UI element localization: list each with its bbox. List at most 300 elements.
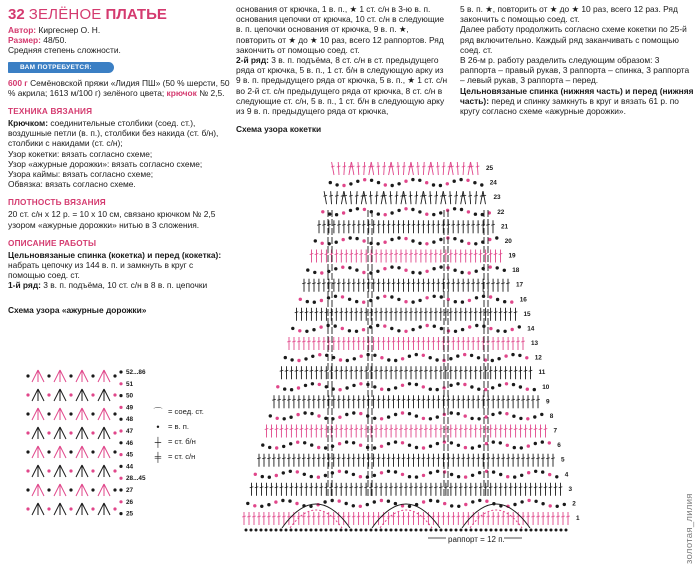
chain-mark: [457, 505, 460, 508]
chain-mark: [275, 529, 278, 532]
chain-mark: [555, 475, 558, 478]
row-label: 16: [519, 296, 527, 304]
stitch-mark: [409, 370, 413, 371]
stitch-mark: [457, 162, 458, 175]
stitch-mark: [322, 283, 326, 284]
stitch-mark: [546, 458, 550, 459]
stitch-mark: [357, 283, 361, 284]
stitch-mark: [392, 341, 396, 342]
track-chart-title: Схема узора «ажурные дорожки»: [8, 304, 147, 315]
stitch-mark: [442, 399, 446, 400]
stitch-mark: [352, 283, 356, 284]
chain-mark: [380, 471, 383, 474]
stitch-mark: [295, 312, 299, 313]
stitch-mark: [471, 162, 473, 175]
stitch-mark: [524, 487, 528, 488]
chain-mark: [471, 446, 474, 449]
chain-mark: [91, 431, 94, 434]
row-label: 2: [572, 500, 576, 508]
stitch-mark: [402, 166, 406, 167]
stitch-mark: [429, 429, 433, 430]
stitch-mark: [290, 429, 294, 430]
chain-mark: [548, 441, 551, 444]
chain-mark: [464, 503, 467, 506]
stitch-mark: [38, 370, 44, 382]
stitch-mark: [544, 487, 548, 488]
chain-mark: [376, 296, 379, 299]
row-label: 23: [493, 194, 501, 202]
stitch-mark: [389, 162, 391, 175]
chain-mark: [69, 488, 72, 491]
chain-mark: [373, 385, 376, 388]
stitch-mark: [491, 399, 495, 400]
stitch-mark: [415, 195, 419, 196]
chain-mark: [481, 213, 484, 216]
stitch-mark: [38, 389, 44, 401]
stitch-mark: [295, 429, 299, 430]
right-column: [460, 0, 696, 116]
chain-mark: [376, 324, 379, 327]
stitch-mark: [387, 516, 391, 517]
stitch-mark: [409, 254, 413, 255]
stitch-mark: [382, 399, 386, 400]
chain-mark: [449, 357, 452, 360]
chain-mark: [530, 529, 533, 532]
chain-mark: [456, 382, 459, 385]
chain-mark: [436, 415, 439, 418]
chain-mark: [467, 242, 470, 245]
chain-mark: [345, 413, 348, 416]
stitch-mark: [350, 312, 354, 313]
chain-mark: [113, 507, 116, 510]
stitch-mark: [464, 487, 468, 488]
stitch-mark: [466, 341, 470, 342]
chain-mark: [340, 529, 343, 532]
stitch-mark: [329, 487, 333, 488]
stitch-mark: [337, 399, 341, 400]
stitch-mark: [454, 312, 458, 313]
stitch-mark: [32, 427, 38, 439]
stitch-mark: [463, 191, 465, 204]
stitch-mark: [496, 399, 500, 400]
yoke-chart-title: Схема узора кокетки: [236, 124, 322, 135]
stitch-mark: [329, 195, 333, 196]
chain-mark: [349, 209, 352, 212]
chain-mark: [284, 356, 287, 359]
stitch-mark: [272, 516, 276, 517]
stitch-mark: [424, 254, 428, 255]
stitch-mark: [404, 370, 408, 371]
stitch-mark: [432, 224, 436, 225]
legend-item: • = в. п.: [152, 419, 204, 434]
chain-mark: [464, 414, 467, 417]
chain-mark: [390, 211, 393, 214]
stitch-mark: [451, 224, 455, 225]
stitch-mark: [491, 283, 495, 284]
stitch-mark: [496, 458, 500, 459]
chain-mark: [504, 354, 507, 357]
stitch-mark: [422, 166, 426, 167]
stitch-mark: [364, 191, 367, 204]
stitch-mark: [474, 487, 478, 488]
stitch-mark: [32, 408, 38, 420]
stitch-mark: [417, 458, 421, 459]
stitch-mark: [322, 224, 326, 225]
stitch-mark: [98, 408, 104, 420]
stitch-mark: [277, 458, 281, 459]
chain-mark: [288, 499, 291, 502]
chain-mark: [484, 415, 487, 418]
chain-mark: [113, 450, 116, 453]
stitch-mark: [310, 254, 314, 255]
stitch-mark: [382, 283, 386, 284]
chain-mark: [464, 475, 467, 478]
stitch-mark: [369, 312, 373, 313]
stitch-mark: [282, 399, 286, 400]
chain-mark: [342, 238, 345, 241]
stitch-mark: [462, 341, 466, 342]
stitch-mark: [444, 254, 448, 255]
track-chart-stitches: [26, 370, 116, 515]
chain-mark: [426, 324, 429, 327]
chain-mark: [335, 183, 338, 186]
stitch-mark: [332, 516, 336, 517]
stitch-mark: [437, 283, 441, 284]
stitch-mark: [379, 312, 383, 313]
stitch-mark: [451, 162, 453, 175]
stitch-mark: [534, 429, 538, 430]
stitch-mark: [526, 458, 530, 459]
stitch-mark: [436, 191, 437, 204]
stitch-mark: [351, 191, 352, 204]
chain-mark: [297, 386, 300, 389]
chain-mark: [387, 358, 390, 361]
stitch-mark: [521, 516, 525, 517]
chain-mark: [449, 384, 452, 387]
chain-mark: [429, 445, 432, 448]
stitch-mark: [456, 166, 460, 167]
chain-mark: [380, 529, 383, 532]
stitch-mark: [397, 458, 401, 459]
chain-mark: [394, 359, 397, 362]
chain-mark: [415, 529, 418, 532]
chain-mark: [69, 450, 72, 453]
chain-mark: [274, 500, 277, 503]
stitch-mark: [417, 224, 421, 225]
title-word-plain: ЗЕЛЁНОЕ: [28, 6, 102, 23]
stitch-mark: [104, 370, 110, 382]
stitch-mark: [448, 162, 450, 175]
chain-mark: [527, 499, 530, 502]
stitch-mark: [332, 341, 336, 342]
difficulty-line: Средняя степень сложности.: [8, 45, 121, 56]
stitch-mark: [494, 312, 498, 313]
stitch-mark: [479, 429, 483, 430]
stitch-mark: [287, 458, 291, 459]
chain-mark: [397, 182, 400, 185]
stitch-mark: [521, 341, 525, 342]
stitch-mark: [462, 458, 466, 459]
stitch-mark: [290, 370, 294, 371]
chain-mark: [289, 416, 292, 419]
chain-mark: [474, 242, 477, 245]
stitch-mark: [452, 399, 456, 400]
stitch-mark: [292, 341, 296, 342]
chain-mark: [380, 445, 383, 448]
stitch-mark: [300, 487, 304, 488]
stitch-mark: [526, 516, 530, 517]
stitch-mark: [566, 516, 570, 517]
stitch-mark: [343, 166, 347, 167]
stitch-mark: [468, 195, 472, 196]
row-label: 10: [542, 383, 550, 391]
chain-mark: [525, 356, 528, 359]
stitch-mark: [330, 429, 334, 430]
chain-mark: [113, 469, 116, 472]
stitch-mark: [442, 516, 446, 517]
chain-mark: [335, 529, 338, 532]
stitch-mark: [380, 510, 432, 528]
stitch-mark: [340, 312, 344, 313]
stitch-mark: [424, 487, 428, 488]
stitch-mark: [509, 487, 513, 488]
row-label: 46: [126, 439, 134, 447]
chain-mark: [26, 488, 29, 491]
stitch-mark: [38, 503, 44, 515]
stitch-mark: [427, 458, 431, 459]
stitch-mark: [32, 389, 38, 401]
row-label: 11: [538, 369, 546, 377]
chain-mark: [443, 502, 446, 505]
chain-mark: [503, 300, 506, 303]
chain-mark: [373, 500, 376, 503]
stitch-mark: [364, 487, 368, 488]
chain-mark: [408, 412, 411, 415]
stitch-mark: [466, 283, 470, 284]
materials-text: 600 г Семёновской пряжи «Лидия ПШ» (50 % шерсти, 50 % акрила; 1613 м/100 г) зелёного цвета; крючок № 2,5.: [8, 77, 230, 98]
stitch-mark: [287, 341, 291, 342]
stitch-mark: [60, 446, 66, 458]
chain-mark: [505, 529, 508, 532]
stitch-mark: [270, 487, 274, 488]
stitch-mark: [424, 429, 428, 430]
stitch-mark: [265, 429, 269, 430]
stitch-mark: [396, 191, 397, 204]
stitch-mark: [381, 191, 383, 204]
stitch-mark: [491, 224, 495, 225]
stitch-mark: [519, 370, 523, 371]
chain-mark: [47, 374, 50, 377]
stitch-mark: [409, 312, 413, 313]
chain-mark: [540, 529, 543, 532]
chain-mark: [408, 355, 411, 358]
chain-mark: [404, 207, 407, 210]
chain-mark: [534, 442, 537, 445]
chain-mark: [422, 417, 425, 420]
chain-mark: [47, 431, 50, 434]
stitch-mark: [310, 487, 314, 488]
chain-mark: [261, 475, 264, 478]
stitch-mark: [335, 429, 339, 430]
chain-mark: [535, 529, 538, 532]
stitch-mark: [432, 283, 436, 284]
chain-mark: [119, 429, 122, 432]
row-label: 14: [527, 325, 535, 333]
stitch-mark: [439, 487, 443, 488]
stitch-mark: [471, 341, 475, 342]
chain-mark: [454, 330, 457, 333]
chain-mark: [119, 394, 122, 397]
chain-mark: [331, 499, 334, 502]
stitch-mark: [315, 370, 319, 371]
stitch-mark: [417, 516, 421, 517]
stitch-mark: [437, 341, 441, 342]
stitch-mark: [322, 399, 326, 400]
chain-mark: [312, 328, 315, 331]
author-line: Автор: Киргеснер О. Н.: [8, 25, 101, 35]
stitch-mark: [417, 283, 421, 284]
stitch-mark: [467, 399, 471, 400]
chain-mark: [383, 295, 386, 298]
chain-mark: [491, 359, 494, 362]
chain-mark: [520, 500, 523, 503]
chain-mark: [440, 327, 443, 330]
stitch-mark: [382, 458, 386, 459]
stitch-mark: [359, 312, 363, 313]
chain-mark: [471, 500, 474, 503]
stitch-mark: [317, 224, 321, 225]
stitch-mark: [444, 429, 448, 430]
stitch-mark: [38, 465, 44, 477]
stitch-mark: [374, 429, 378, 430]
stitch-mark: [414, 370, 418, 371]
chain-mark: [330, 529, 333, 532]
chain-mark: [317, 446, 320, 449]
stitch-mark: [327, 516, 331, 517]
stitch-mark: [477, 516, 481, 517]
stitch-mark: [454, 370, 458, 371]
chain-mark: [439, 184, 442, 187]
stitch-mark: [377, 283, 381, 284]
stitch-mark: [417, 399, 421, 400]
chain-mark: [440, 295, 443, 298]
chain-mark: [341, 266, 344, 269]
chain-mark: [373, 354, 376, 357]
chain-mark: [436, 388, 439, 391]
stitch-mark: [418, 162, 419, 175]
stitch-mark: [459, 429, 463, 430]
chain-mark: [527, 444, 530, 447]
chain-mark: [384, 183, 387, 186]
stitch-mark: [434, 370, 438, 371]
stitch-mark: [82, 389, 88, 401]
chain-mark: [334, 295, 337, 298]
chain-mark: [468, 271, 471, 274]
stitch-mark: [384, 254, 388, 255]
stitch-mark: [395, 195, 399, 196]
chain-mark: [325, 529, 328, 532]
stitch-mark: [431, 162, 433, 175]
chain-mark: [513, 503, 516, 506]
stitch-mark: [369, 162, 371, 175]
stitch-mark: [432, 458, 436, 459]
stitch-mark: [436, 166, 440, 167]
chain-mark: [297, 359, 300, 362]
stitch-mark: [554, 487, 558, 488]
chain-mark: [319, 325, 322, 328]
chain-mark: [352, 504, 355, 507]
stitch-mark: [384, 312, 388, 313]
stitch-mark: [402, 458, 406, 459]
stitch-mark: [369, 254, 373, 255]
chain-mark: [295, 529, 298, 532]
chain-mark: [432, 183, 435, 186]
chain-mark: [254, 473, 257, 476]
chain-mark: [548, 473, 551, 476]
stitch-mark: [377, 458, 381, 459]
stitch-mark: [280, 429, 284, 430]
stitch-mark: [531, 516, 535, 517]
chain-mark: [359, 475, 362, 478]
stitch-mark: [371, 162, 373, 175]
chain-mark: [317, 476, 320, 479]
stitch-mark: [529, 429, 533, 430]
chain-mark: [339, 358, 342, 361]
chain-mark: [328, 212, 331, 215]
stitch-mark: [439, 429, 443, 430]
chain-mark: [296, 470, 299, 473]
row-label: 7: [553, 427, 558, 435]
stitch-mark: [76, 484, 82, 496]
chain-mark: [91, 469, 94, 472]
chain-mark: [401, 441, 404, 444]
stitch-mark: [392, 516, 396, 517]
stitch-mark: [467, 516, 471, 517]
yoke-chart-row-labels: [486, 165, 580, 522]
chain-mark: [303, 473, 306, 476]
chain-mark: [457, 412, 460, 415]
stitch-mark: [367, 341, 371, 342]
single-crochet-icon: ┼: [154, 436, 162, 447]
stitch-mark: [242, 516, 246, 517]
stitch-mark: [499, 312, 503, 313]
stitch-mark: [521, 399, 525, 400]
stitch-mark: [389, 429, 393, 430]
stitch-mark: [429, 312, 433, 313]
stitch-mark: [499, 370, 503, 371]
stitch-mark: [98, 503, 104, 515]
chain-mark: [329, 181, 332, 184]
stitch-mark: [307, 458, 311, 459]
stitch-mark: [60, 465, 66, 477]
stitch-mark: [489, 254, 493, 255]
chain-mark: [255, 529, 258, 532]
chain-mark: [518, 354, 521, 357]
chain-mark: [335, 213, 338, 216]
stitch-mark: [367, 283, 371, 284]
chain-mark: [320, 271, 323, 274]
stitch-mark: [369, 370, 373, 371]
stitch-mark: [335, 195, 339, 196]
chain-mark: [436, 470, 439, 473]
chain-mark: [422, 385, 425, 388]
chain-mark: [404, 180, 407, 183]
stitch-mark: [382, 341, 386, 342]
stitch-mark: [330, 370, 334, 371]
stitch-mark: [305, 312, 309, 313]
chain-mark: [69, 431, 72, 434]
stitch-mark: [541, 516, 545, 517]
